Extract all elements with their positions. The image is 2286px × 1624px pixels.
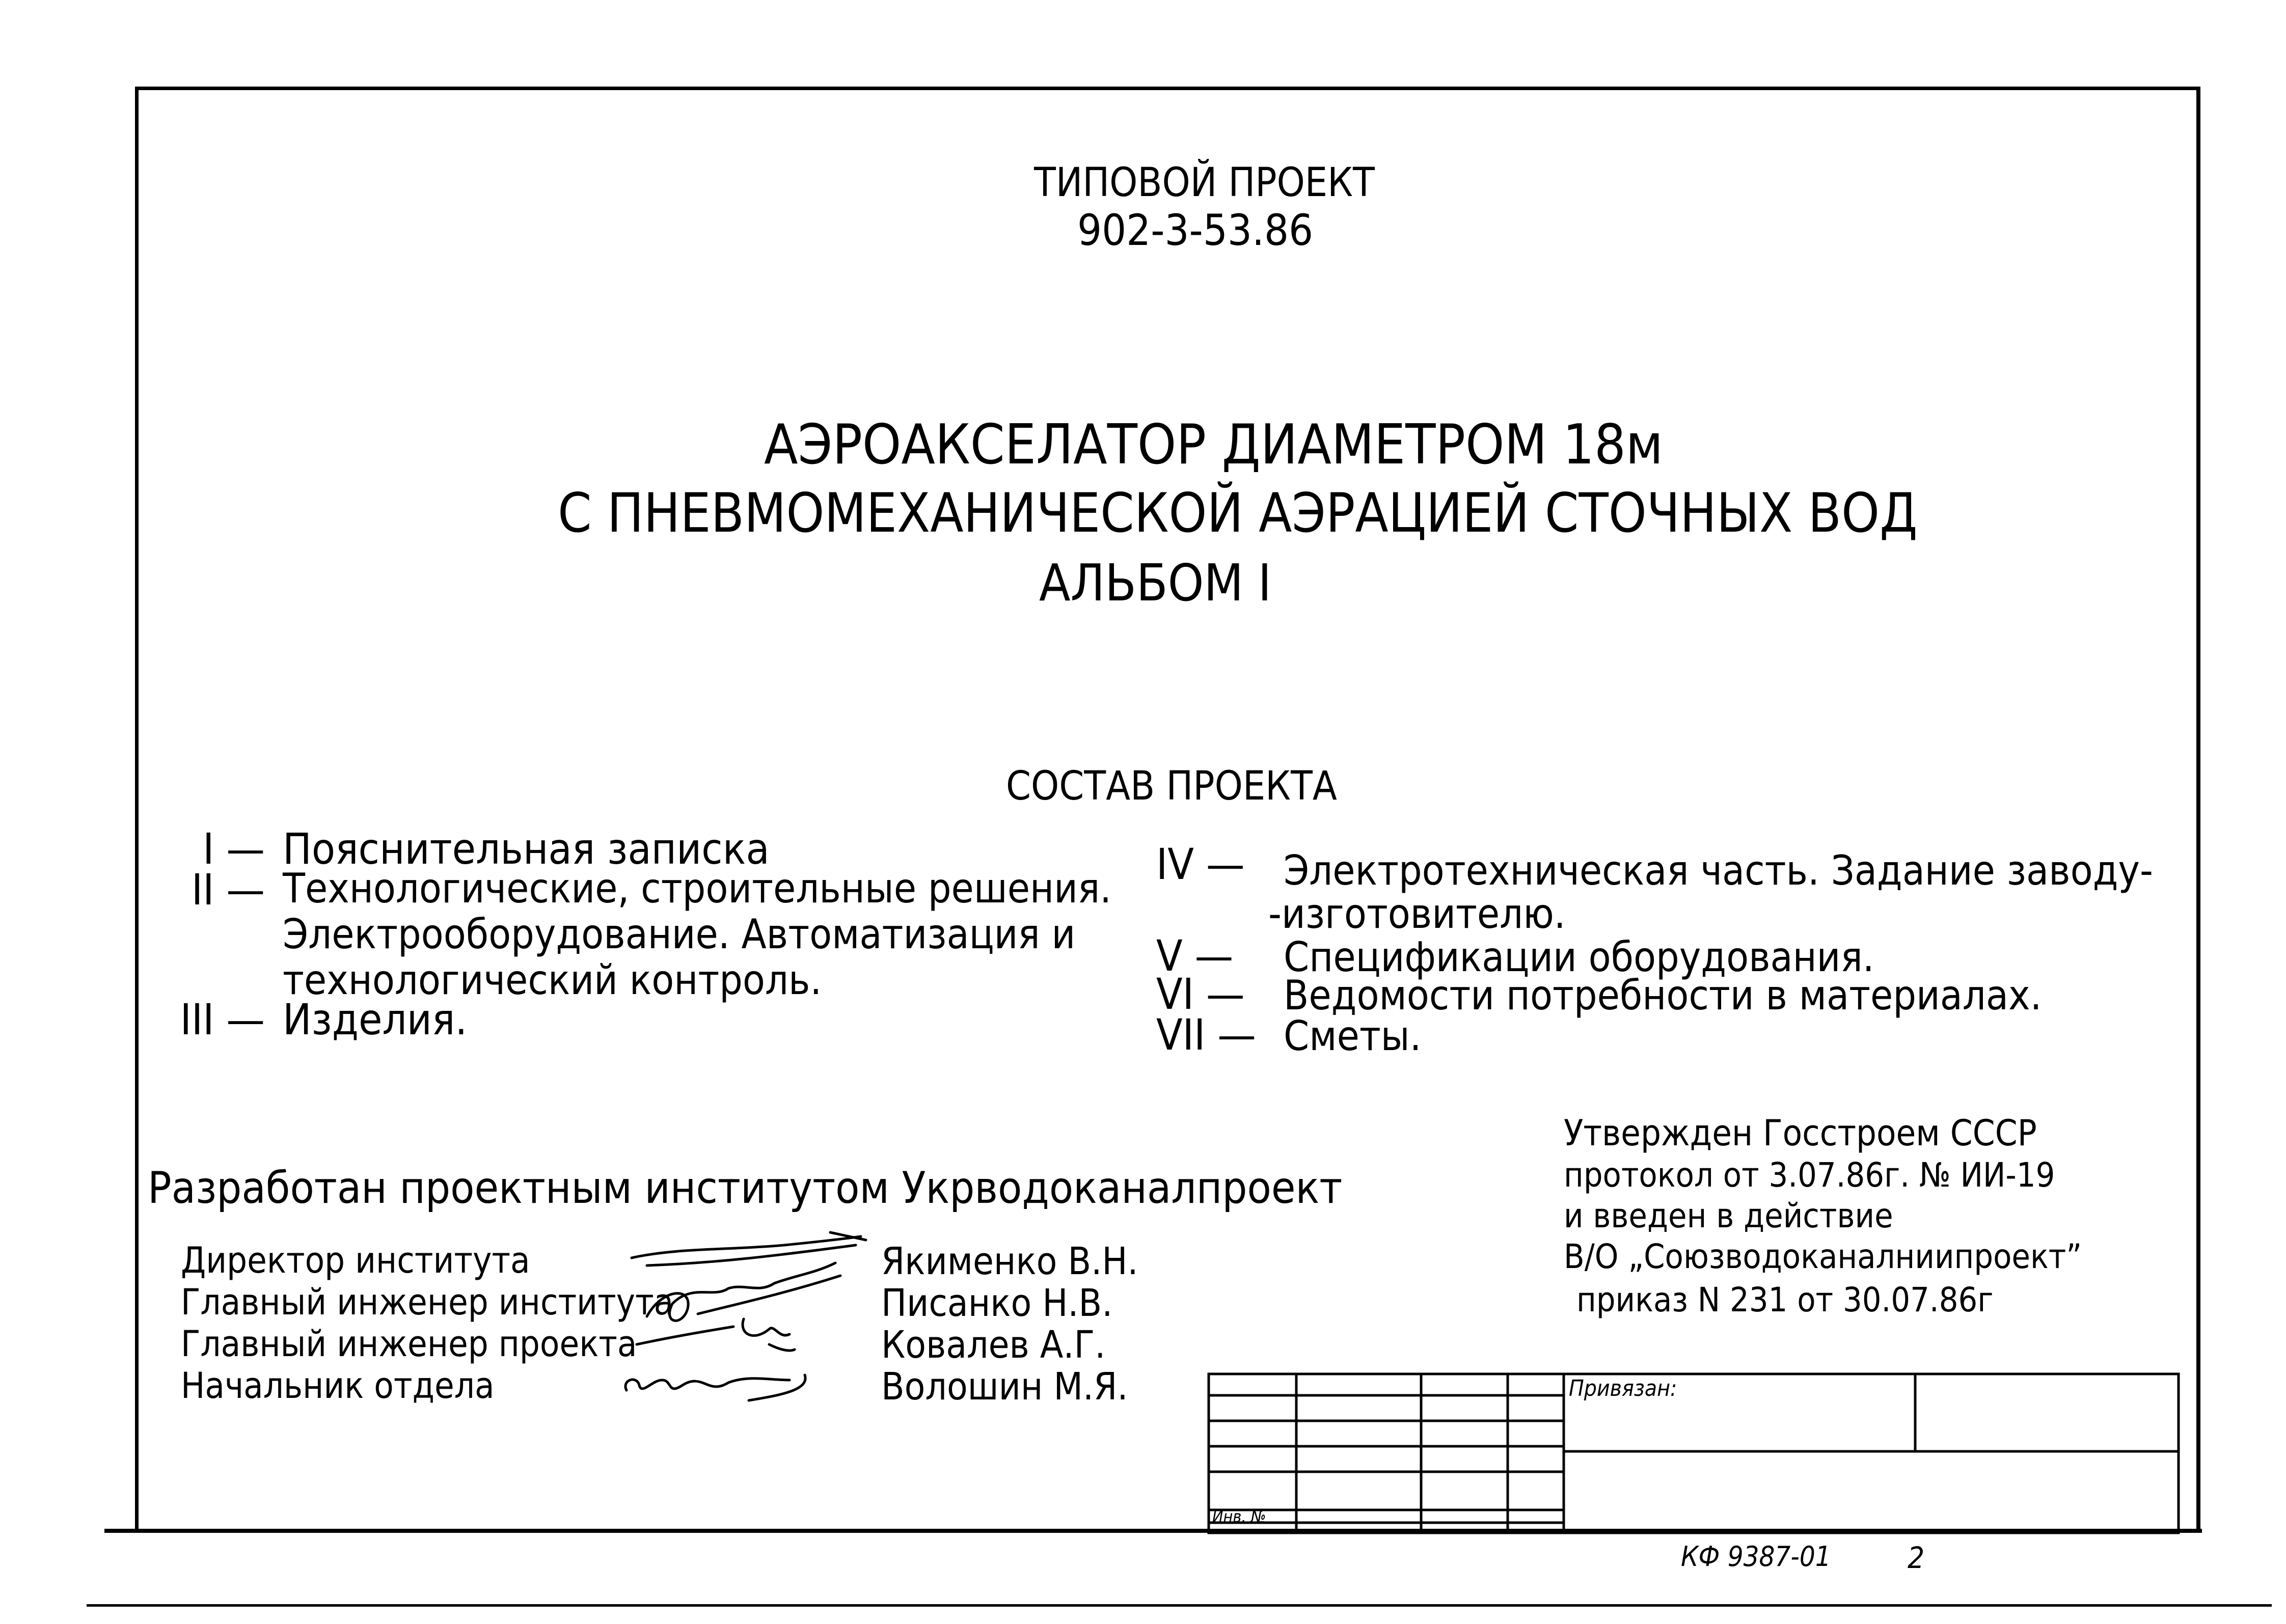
composition-heading: СОСТАВ ПРОЕКТА bbox=[1006, 763, 1337, 809]
developer-line: Разработан проектным институтом Укрводоканалпроект bbox=[148, 1163, 1343, 1214]
signature-chief-engineer-institute bbox=[647, 1263, 840, 1320]
page-number: 2 bbox=[1908, 1540, 1925, 1575]
stamp-grid bbox=[1207, 1372, 2180, 1535]
staff-role: Главный инженер проекта bbox=[181, 1323, 637, 1365]
staff-role: Главный инженер института bbox=[181, 1281, 674, 1323]
project-number: 902-3-53.86 bbox=[1077, 205, 1314, 255]
signature-chief-engineer-project bbox=[637, 1319, 795, 1351]
item-text: -изготовителю. bbox=[1268, 890, 1566, 938]
album-title: АЛЬБОМ I bbox=[1039, 553, 1272, 613]
title-line-1: АЭРОАКСЕЛАТОР ДИАМЕТРОМ 18м bbox=[764, 413, 1664, 477]
signature-director bbox=[632, 1232, 866, 1265]
project-type: ТИПОВОЙ ПРОЕКТ bbox=[1034, 160, 1375, 206]
staff-name: Якименко В.Н. bbox=[881, 1240, 1138, 1283]
page-cut-line bbox=[87, 1604, 2272, 1607]
title-line-2: С ПНЕВМОМЕХАНИЧЕСКОЙ АЭРАЦИЕЙ СТОЧНЫХ ВОД bbox=[558, 482, 1918, 544]
approval-line: В/О „Союзводоканалниипроект” bbox=[1564, 1237, 2082, 1276]
item-number: VII — bbox=[1156, 1010, 1256, 1060]
staff-name: Писанко Н.В. bbox=[881, 1281, 1113, 1325]
signature-department-head bbox=[625, 1375, 805, 1400]
staff-name: Волошин М.Я. bbox=[881, 1365, 1128, 1409]
item-text: Спецификации оборудования. bbox=[1284, 933, 1874, 981]
item-number: II — bbox=[191, 865, 265, 915]
item-text: Изделия. bbox=[283, 995, 468, 1044]
footer-code: КФ 9387-01 bbox=[1681, 1540, 1831, 1573]
stamp-tied-label: Привязан: bbox=[1569, 1375, 1677, 1401]
item-text: Ведомости потребности в материалах. bbox=[1284, 972, 2042, 1019]
item-number: III — bbox=[180, 995, 265, 1044]
item-number: I — bbox=[203, 824, 265, 874]
item-number: V — bbox=[1156, 931, 1234, 981]
item-text: технологический контроль. bbox=[283, 956, 822, 1004]
stamp-inventory-label: Инв. № bbox=[1212, 1507, 1266, 1526]
item-text: Электротехническая часть. Задание заводу- bbox=[1284, 847, 2153, 894]
item-text: Электрооборудование. Автоматизация и bbox=[283, 911, 1076, 958]
item-text: Пояснительная записка bbox=[283, 824, 770, 874]
approval-line: Утвержден Госстроем СССР bbox=[1564, 1112, 2037, 1154]
staff-role: Начальник отдела bbox=[181, 1365, 495, 1407]
item-text: Сметы. bbox=[1284, 1012, 1422, 1060]
approval-line: приказ N 231 от 30.07.86г bbox=[1576, 1280, 1994, 1319]
signatures bbox=[616, 1227, 891, 1421]
approval-line: и введен в действие bbox=[1564, 1196, 1893, 1235]
staff-name: Ковалев А.Г. bbox=[881, 1323, 1106, 1367]
item-number: VI — bbox=[1156, 969, 1245, 1019]
item-text: Технологические, строительные решения. bbox=[283, 865, 1111, 912]
staff-role: Директор института bbox=[181, 1240, 530, 1281]
item-number: IV — bbox=[1156, 839, 1245, 889]
approval-line: протокол от 3.07.86г. № ИИ-19 bbox=[1564, 1155, 2055, 1195]
